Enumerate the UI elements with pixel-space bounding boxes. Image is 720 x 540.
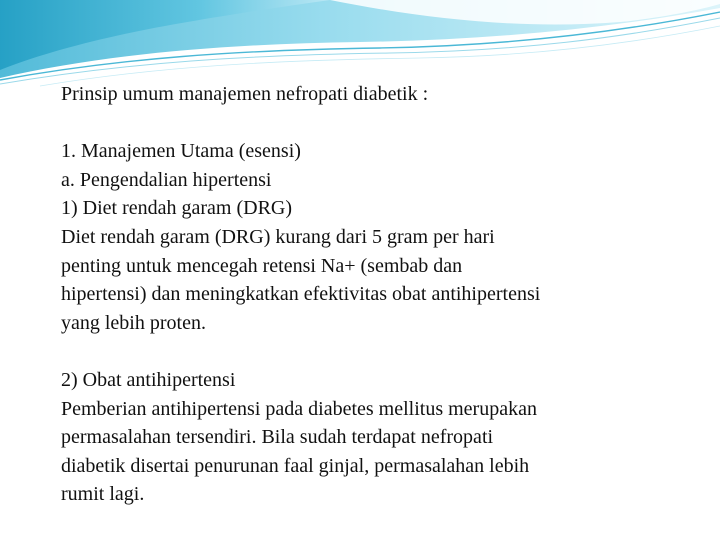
slide-body [61, 80, 661, 509]
header-wave-decoration [0, 0, 720, 90]
section1-line: yang lebih proten. [61, 311, 206, 334]
spacer [61, 109, 661, 138]
section1-line: Diet rendah garam (DRG) kurang dari 5 gram per hari [61, 225, 495, 248]
section1-line: 1) Diet rendah garam (DRG) [61, 197, 293, 220]
section2-line: Pemberian antihipertensi pada diabetes mellitus merupakan [61, 397, 537, 420]
section1-line: a. Pengendalian hipertensi [61, 168, 272, 191]
section2-line: permasalahan tersendiri. Bila sudah terdapat nefropati [61, 426, 494, 449]
section2-line: diabetik disertai penurunan faal ginjal, permasalahan lebih [61, 454, 530, 477]
intro-heading: Prinsip umum manajemen nefropati diabetik : [61, 83, 429, 105]
section1-line: penting untuk mencegah retensi Na+ (sembab dan [61, 254, 463, 277]
section2-line: 2) Obat antihipertensi [61, 368, 236, 391]
section1-line: hipertensi) dan meningkatkan efektivitas obat antihipertensi [61, 283, 541, 306]
section1-line: 1. Manajemen Utama (esensi) [61, 140, 301, 163]
spacer [61, 337, 661, 366]
section2-line: rumit lagi. [61, 483, 145, 506]
